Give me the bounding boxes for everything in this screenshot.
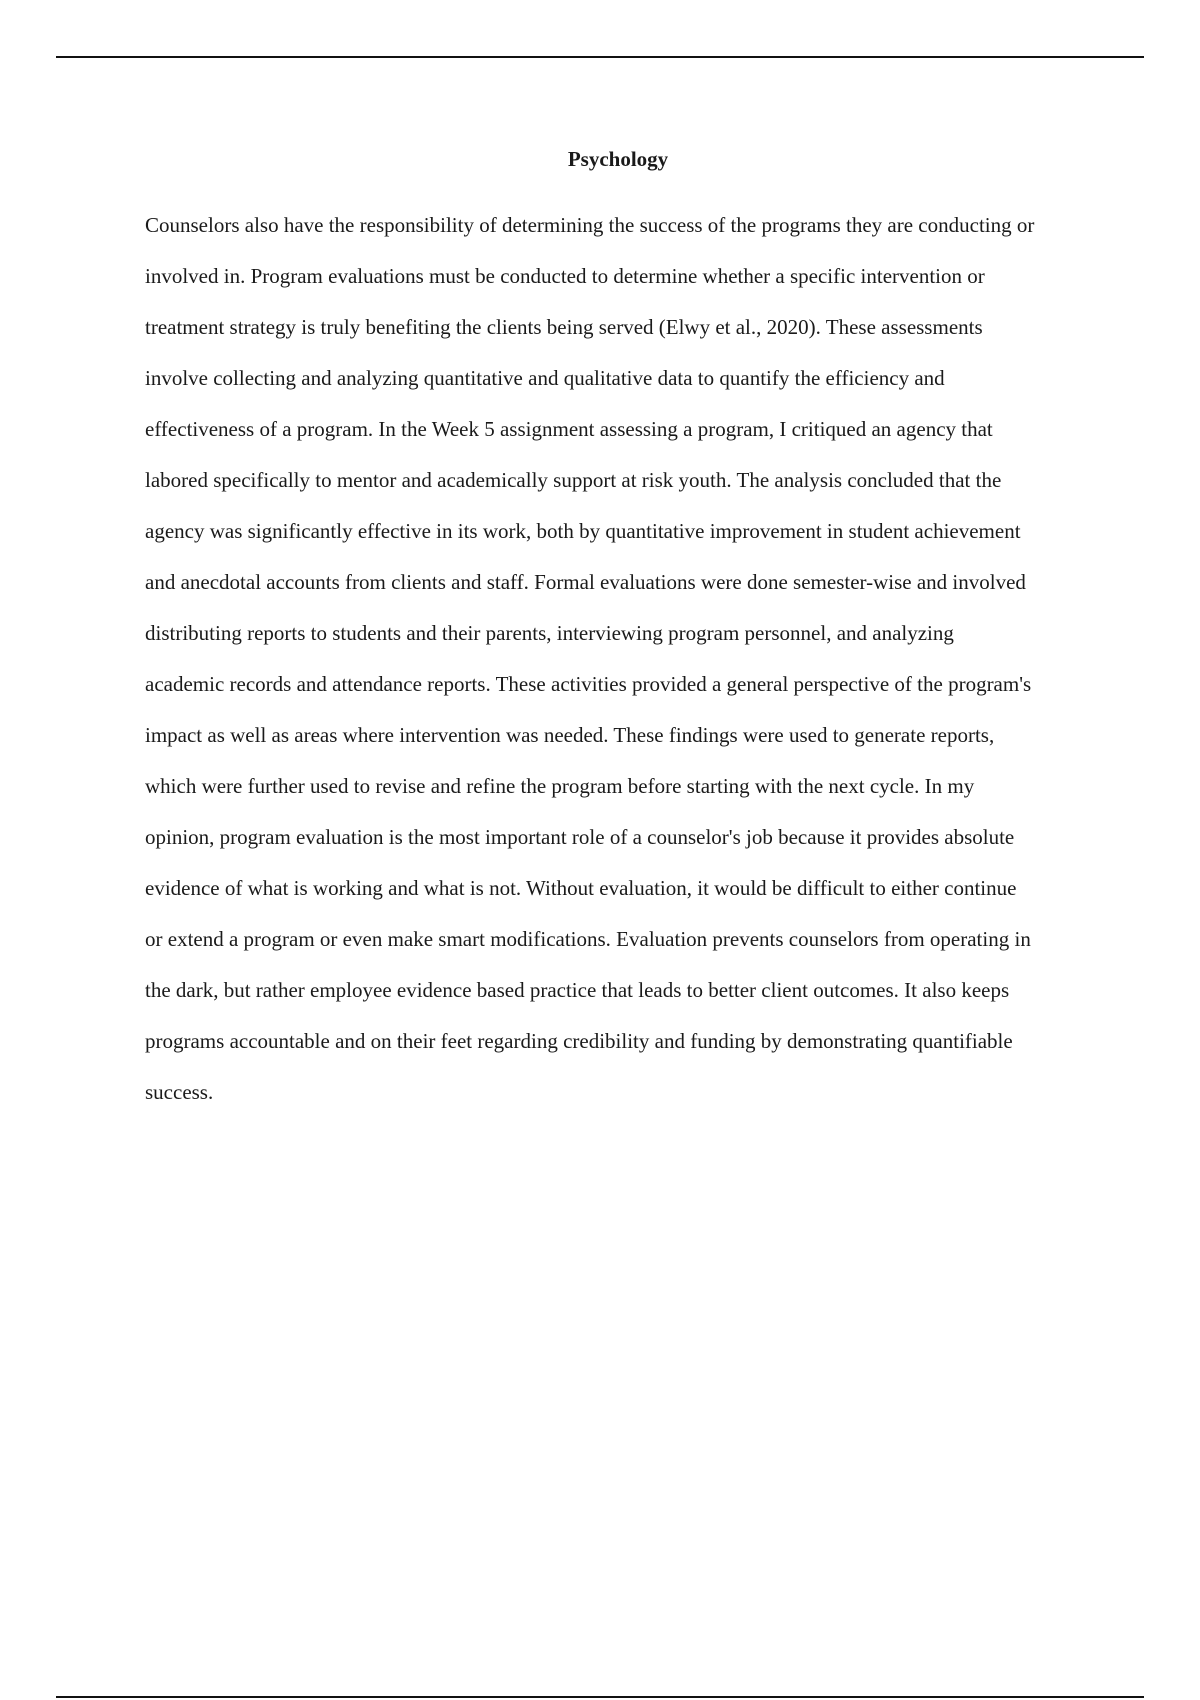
paragraph-line: and anecdotal accounts from clients and staff. Formal evaluations were done semester-wise and involved (145, 570, 1026, 594)
paragraph-line: agency was significantly effective in its work, both by quantitative improvement in student achievement (145, 519, 1021, 543)
header-rule (56, 56, 1144, 58)
paragraph-line: programs accountable and on their feet regarding credibility and funding by demonstrating quantifiable (145, 1029, 1013, 1053)
paragraph-line: opinion, program evaluation is the most important role of a counselor's job because it provides absolute (145, 825, 1015, 849)
paragraph-line: involved in. Program evaluations must be conducted to determine whether a specific intervention or (145, 264, 985, 288)
paragraph-line: effectiveness of a program. In the Week 5 assignment assessing a program, I critiqued an agency that (145, 417, 993, 441)
paragraph-line: or extend a program or even make smart modifications. Evaluation prevents counselors from operating in (145, 927, 1031, 951)
footer-rule (56, 1696, 1144, 1698)
paragraph-line: impact as well as areas where intervention was needed. These findings were used to generate reports, (145, 723, 995, 747)
paragraph-line: academic records and attendance reports. These activities provided a general perspective of the program's (145, 672, 1032, 696)
paragraph-line: Counselors also have the responsibility of determining the success of the programs they are conducting or (145, 213, 1035, 237)
paragraph-line: labored specifically to mentor and academically support at risk youth. The analysis concluded that the (145, 468, 1002, 492)
paragraph-line: the dark, but rather employee evidence based practice that leads to better client outcomes. It also keeps (145, 978, 1010, 1002)
paragraph-line: which were further used to revise and refine the program before starting with the next cycle. In my (145, 774, 975, 798)
paragraph-line: involve collecting and analyzing quantitative and qualitative data to quantify the efficiency and (145, 366, 945, 390)
paragraph-line: distributing reports to students and their parents, interviewing program personnel, and analyzing (145, 621, 954, 645)
page-title: Psychology (567, 147, 669, 171)
paragraph-line: treatment strategy is truly benefiting the clients being served (Elwy et al., 2020). These assessments (145, 315, 983, 339)
paragraph-line: evidence of what is working and what is not. Without evaluation, it would be difficult to either continue (145, 876, 1017, 900)
body-paragraph (145, 211, 1145, 1129)
paragraph-line: success. (145, 1080, 214, 1104)
